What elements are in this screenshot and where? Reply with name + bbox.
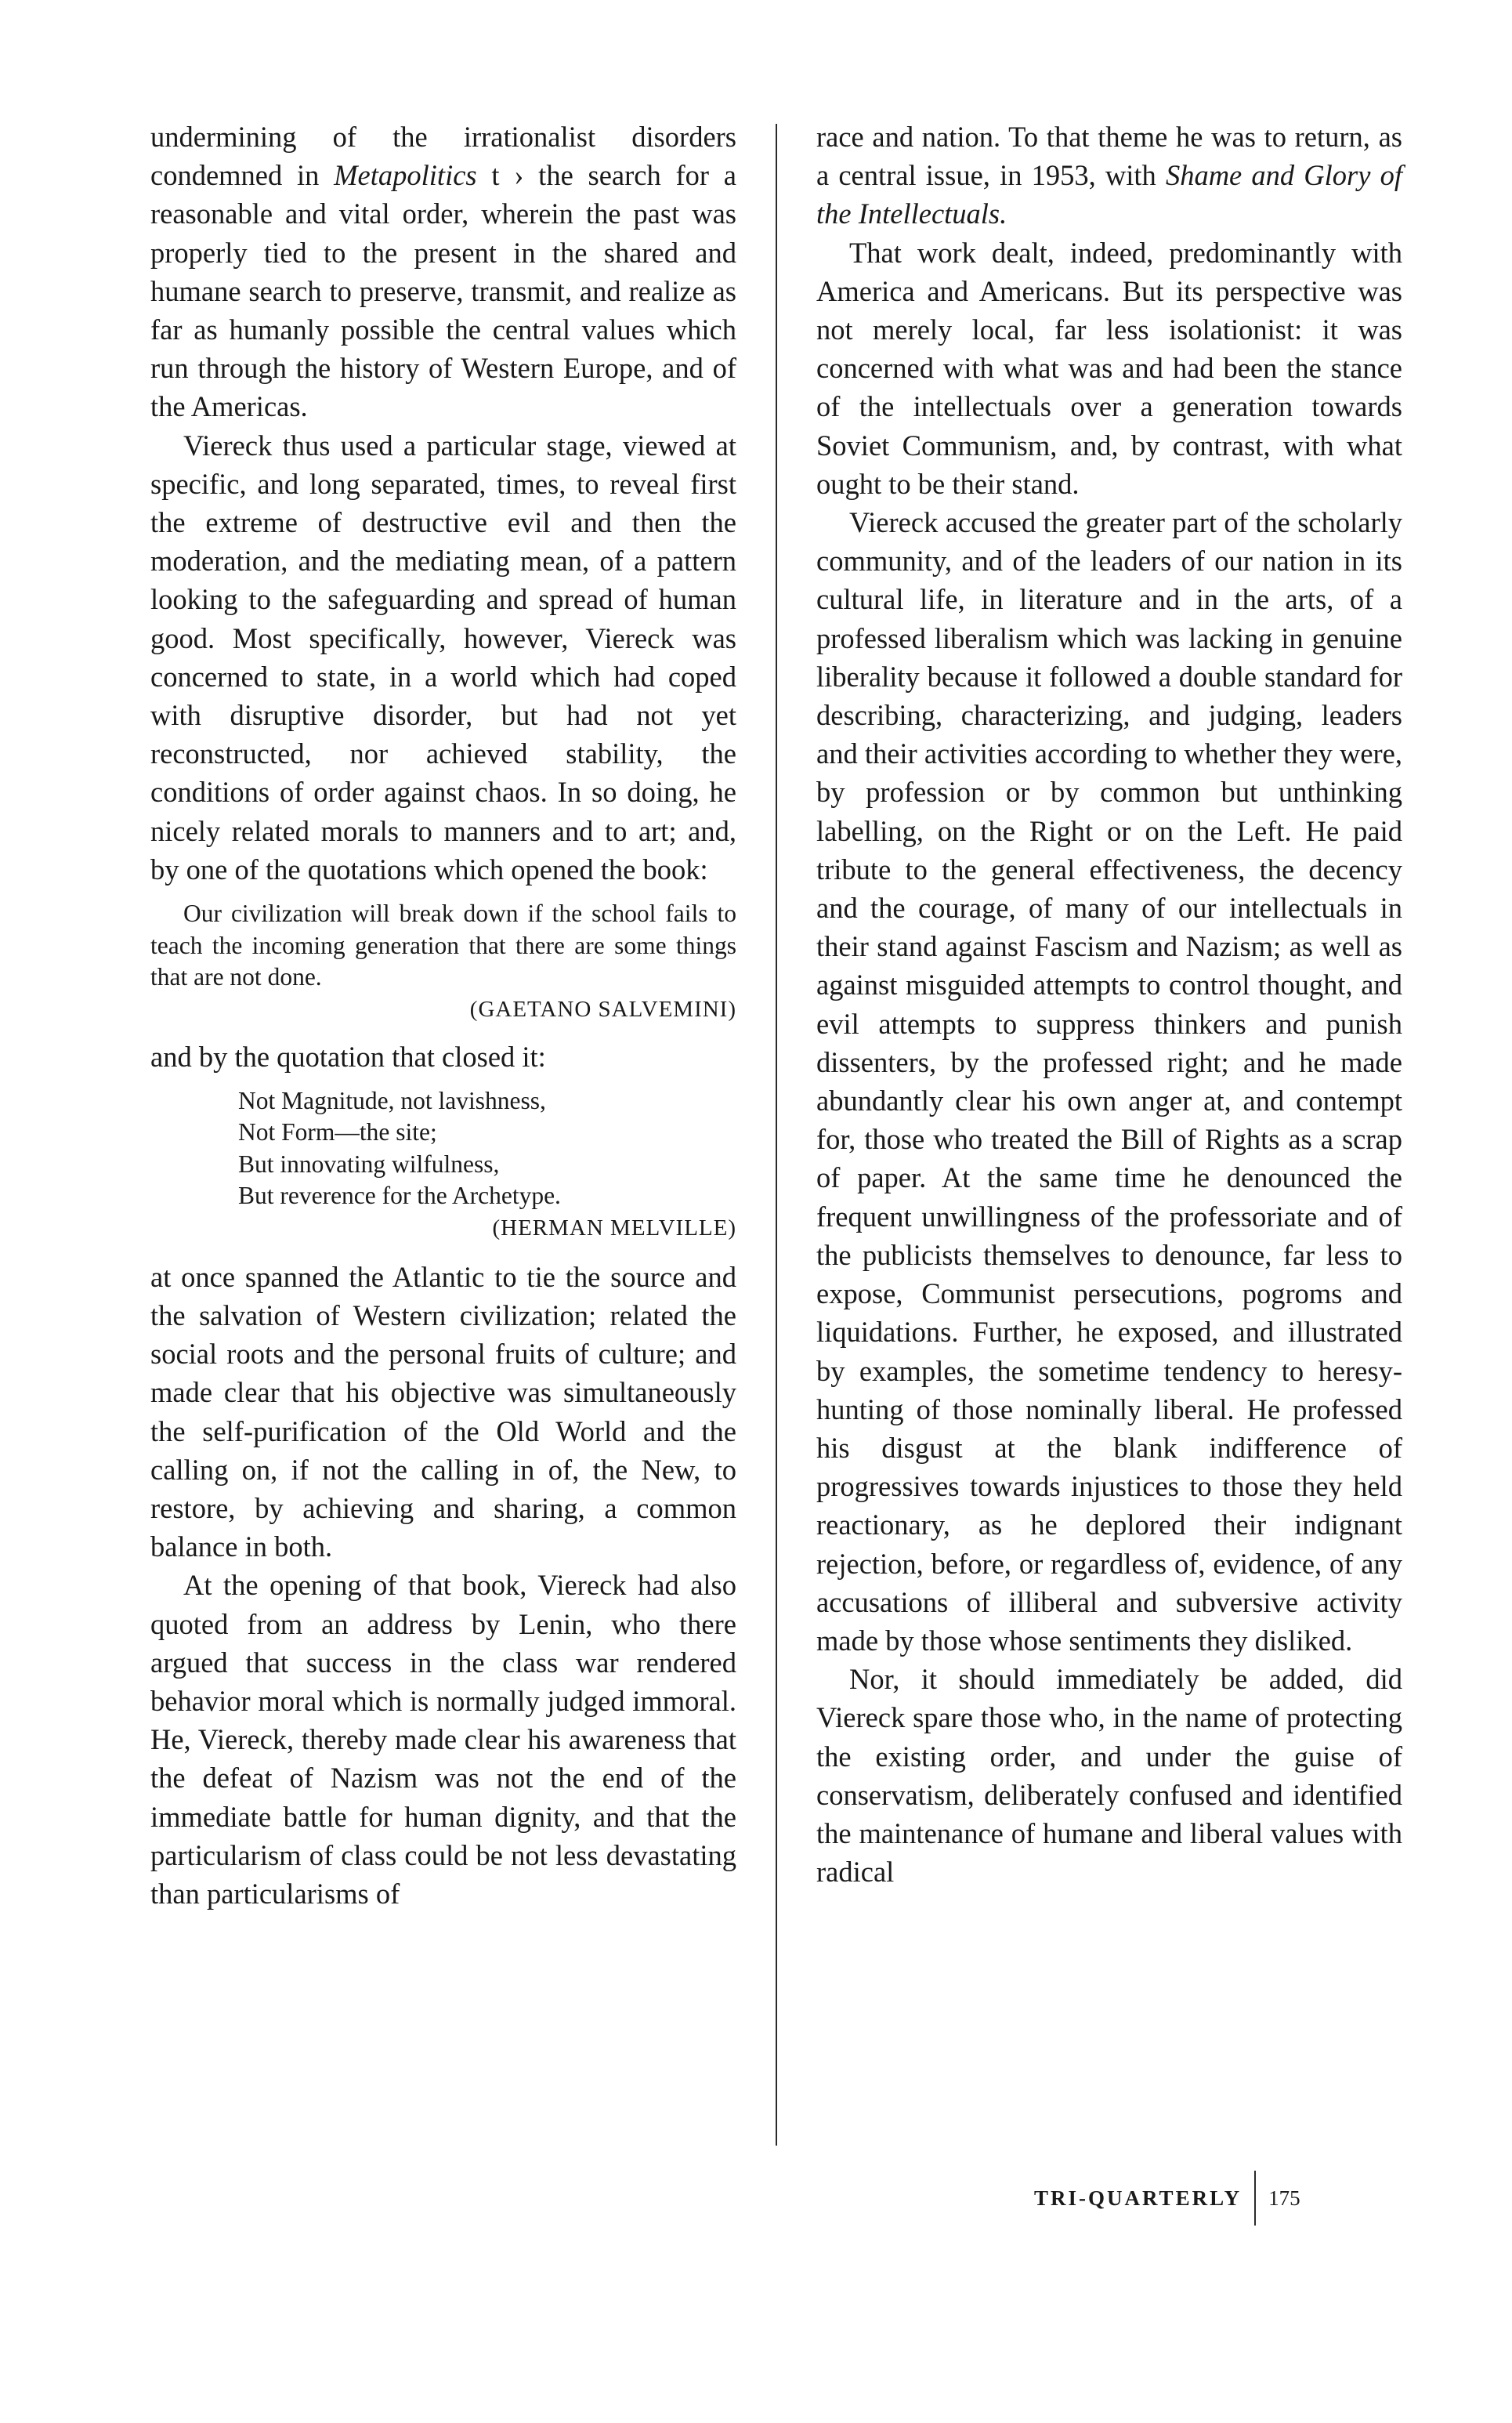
journal-name: TRI-QUARTERLY xyxy=(1034,2186,1243,2210)
verse-line: But reverence for the Archetype. xyxy=(238,1182,561,1210)
page-footer xyxy=(1034,2175,1300,2222)
quote-attribution: (GAETANO SALVEMINI) xyxy=(469,996,736,1022)
paragraph xyxy=(150,118,736,426)
paragraph: Viereck thus used a particular stage, viewed at specific, and long separated, times, to reveal first the extreme of destructive evil and then the moderation, and the mediating mean, of a pattern looking to the safeguarding and spread of human good. Most specifically, however, Viereck was concerned to state, in a world which had coped with disruptive disorder, but had not yet reconstructed, nor achieved stability, the conditions of order against chaos. In so doing, he nicely related morals to manners and to art; and, by one of the quotations which opened the book: xyxy=(150,429,736,886)
verse-line: Not Form—the site; xyxy=(238,1118,437,1146)
column-divider xyxy=(776,124,777,2146)
paragraph: and by the quotation that closed it: xyxy=(150,1040,546,1073)
verse-line: But innovating wilfulness, xyxy=(238,1150,500,1178)
paragraph: Nor, it should immediately be added, did Viereck spare those who, in the name of protecting the existing order, and under the guise of conservatism, deliberately confused and identified the maintenance of humane and liberal values with radical xyxy=(816,1663,1402,1889)
left-column xyxy=(150,118,736,1913)
page-number: 175 xyxy=(1268,2186,1300,2210)
quote-text: Our civilization will break down if the school fails to teach the incoming generation that there are some things that are not done. xyxy=(150,900,736,991)
paragraph: That work dealt, indeed, predominantly with America and Americans. But its perspective was not merely local, far less isolationist: it was concerned with what was and had been the stance of the intellectuals over a generation towards Soviet Communism, and, by contrast, with what ought to be their stand. xyxy=(816,236,1402,500)
paragraph xyxy=(816,118,1402,234)
verse-quote xyxy=(150,1085,736,1244)
verse-attribution: (HERMAN MELVILLE) xyxy=(492,1215,736,1240)
book-title: Shame and Glory of the Intellectuals. xyxy=(816,159,1402,230)
paragraph: at once spanned the Atlantic to tie the source and the salvation of Western civilization; related the social roots and the personal fruits of culture; and made clear that his objective was simultaneously the self-purification of the Old World and the calling on, if not the calling in of, the New, to restore, by achieving and sharing, a common balance in both. xyxy=(150,1260,736,1563)
book-title: Metapolitics xyxy=(334,159,477,192)
paragraph-text: t › the search for a reasonable and vital order, wherein the past was properly tied to the present in the shared and humane search to preserve, transmit, and realize as far as humanly possible the central values which run through the history of Western Europe, and of the Americas. xyxy=(150,159,737,423)
paragraph-text: undermining of the irrationalist disorders condemned in xyxy=(150,121,736,192)
block-quote xyxy=(150,898,736,1025)
right-column xyxy=(816,118,1402,1891)
verse-line: Not Magnitude, not lavishness, xyxy=(238,1086,546,1114)
paragraph: Viereck accused the greater part of the scholarly community, and of the leaders of our nation in its cultural life, in literature and in the arts, of a professed liberalism which was lacking in genuine liberality because it followed a double standard for describing, characterizing, and judging, leaders and their activities according to whether they were, by profession or by common but unthinking labelling, on the Right or on the Left. He paid tribute to the general effectiveness, the decency and the courage, of many of our intellectuals in their stand against Fascism and Nazism; as well as against misguided attempts to control thought, and evil attempts to suppress thinkers and punish dissenters, by the professed right; and he made abundantly clear his own anger at, and contempt for, those who treated the Bill of Rights as a scrap of paper. At the same time he denounced the frequent unwillingness of the professoriate and of the publicists themselves to denounce, far less to expose, Communist persecutions, pogroms and liquidations. Further, he exposed, and illustrated by examples, the sometime tendency to heresy-hunting of those nominally liberal. He professed his disgust at the blank indifference of progressives towards injustices to those they held reactionary, as he deplored their indignant rejection, before, or regardless of, evidence, of any accusations of illiberal and subversive activity made by those whose sentiments they disliked. xyxy=(816,506,1402,1657)
paragraph: At the opening of that book, Viereck had also quoted from an address by Lenin, who there argued that success in the class war rendered behavior moral which is normally judged immoral. He, Viereck, thereby made clear his awareness that the defeat of Nazism was not the end of the immediate battle for human dignity, and that the particularism of class could be not less devastating than particularisms of xyxy=(150,1569,736,1911)
paragraph-text: race and nation. To that theme he was to return, as a central issue, in 1953, with xyxy=(816,121,1402,192)
